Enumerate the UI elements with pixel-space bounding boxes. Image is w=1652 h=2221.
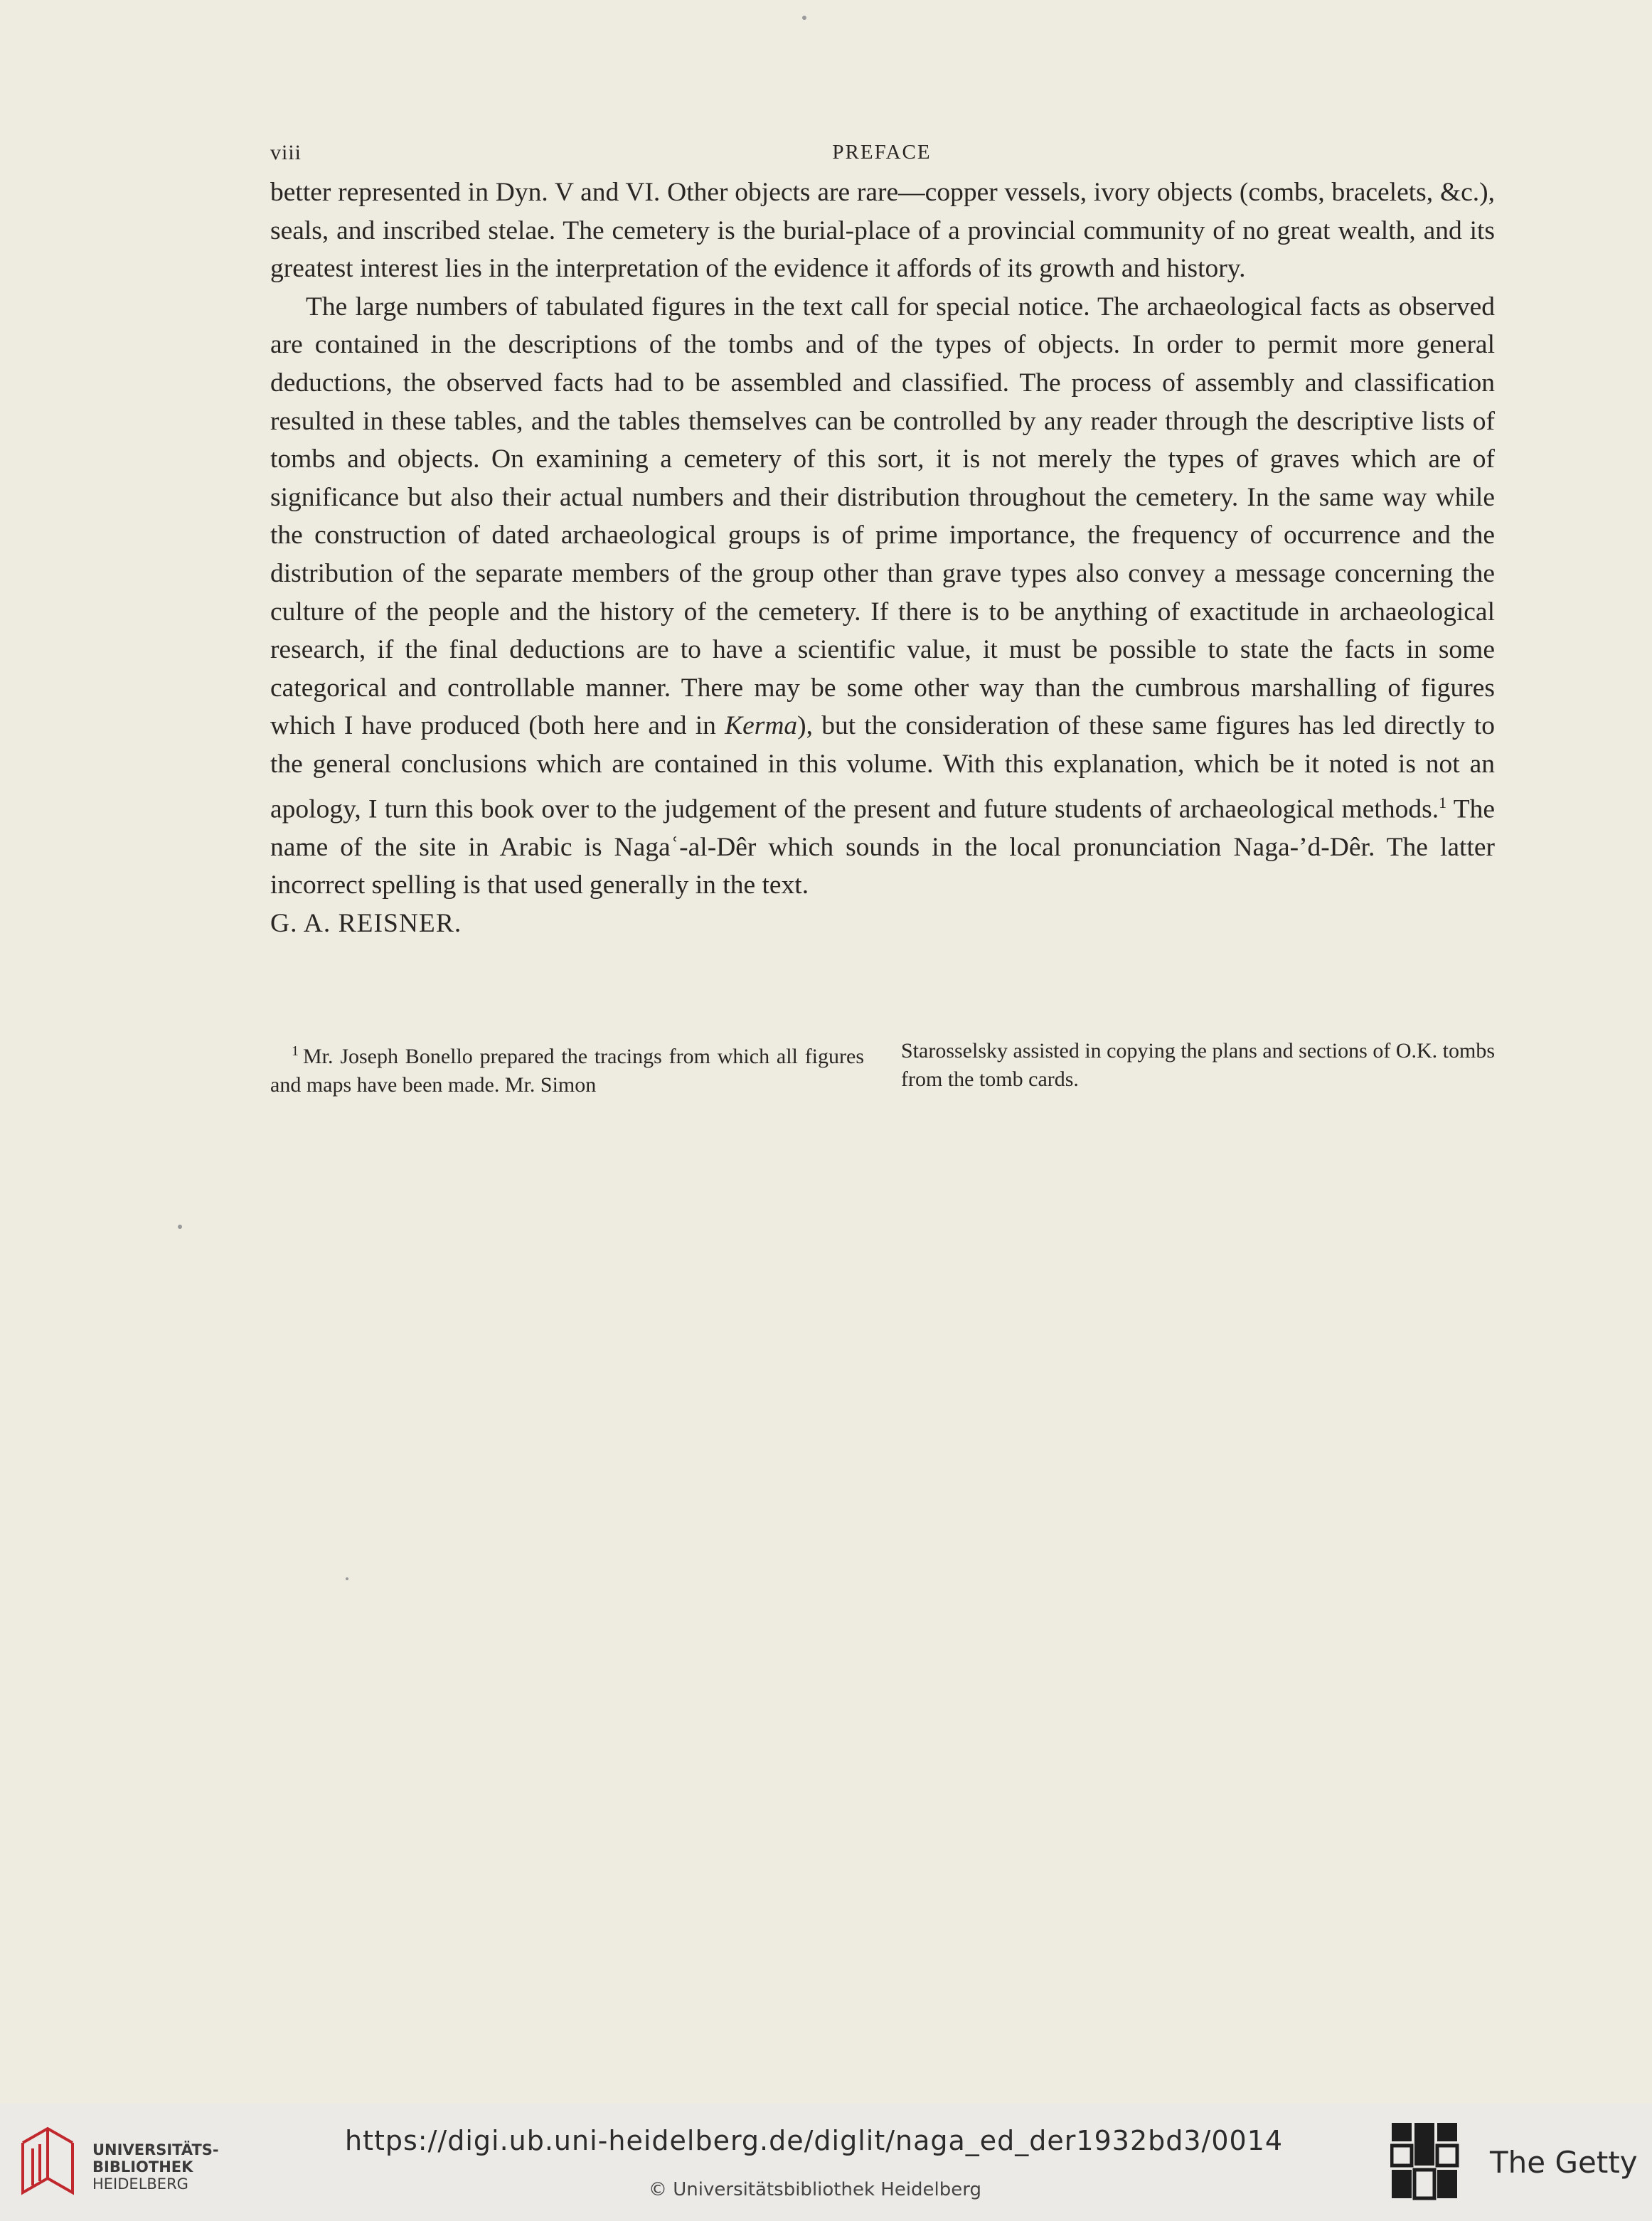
library-name-line-3: HEIDELBERG [92, 2175, 188, 2193]
italic-title-kerma: Kerma [725, 711, 798, 741]
paragraph-2-part-c: The name of the site in Arabic is Nagaʿ-al-Dêr which sounds in the local pronunciation Naga-’d-Dêr. The latter incorrect spelling is that used generally in the text. [270, 794, 1496, 900]
body-text [270, 174, 1495, 942]
library-logo[interactable] [16, 2121, 300, 2200]
running-title: PREFACE [832, 141, 932, 164]
paragraph-1: better represented in Dyn. V and VI. Other objects are rare—copper vessels, ivory objects (combs, bracelets, &c.), seals, and inscribed stelae. The cemetery is the burial-place of a provincial community of no great wealth, and its greatest interest lies in the interpretation of the evidence it affords of its growth and history. [270, 178, 1495, 284]
paragraph-2-part-b: ), but the consideration of these same figures has led directly to the general conclusions which are contained in this volume. With this explanation, which be it noted is not an apology, I turn this book over to the judgement of the present and future students of archaeological methods. [270, 711, 1495, 824]
footnote-column-2 [901, 1037, 1495, 1099]
getty-name: The Getty [1490, 2145, 1638, 2180]
running-head [270, 141, 1493, 169]
viewer-footer [0, 2104, 1652, 2221]
copyright-notice: © Universitätsbibliothek Heidelberg [649, 2179, 982, 2200]
footnote-marker: 1 [292, 1043, 299, 1059]
page-number: viii [270, 141, 302, 164]
library-name [92, 2141, 219, 2193]
paragraph-2 [270, 288, 1495, 905]
paragraph-2-part-a: The large numbers of tabulated figures in the text call for special notice. The archaeological facts as observed are contained in the descriptions of the tombs and of the types of objects. In order to permit more general deductions, the observed facts had to be assembled and classified. The process of assembly and classification resulted in these tables, and the tables themselves can be controlled by any reader through the descriptive lists of tombs and objects. On examining a cemetery of this sort, it is not merely the types of graves which are of significance but also their actual numbers and their distribution throughout the cemetery. In the same way while the construction of dated archaeological groups is of prime importance, the frequency of occurrence and the distribution of the separate members of the group other than grave types also convey a message concerning the culture of the people and the history of the cemetery. If there is to be anything of exactitude in archaeological research, if the final deductions are to have a scientific value, it must be possible to state the facts in some categorical and controllable manner. There may be some other way than the cumbrous marshalling of figures which I have produced (both here and in [270, 292, 1495, 741]
paper-speck [346, 1577, 348, 1580]
footnote-text-2: Starosselsky assisted in copying the plans and sections of O.K. tombs from the tomb cards. [901, 1039, 1495, 1091]
permalink-url[interactable]: https://digi.ub.uni-heidelberg.de/diglit/naga_ed_der1932bd3/0014 [345, 2125, 1284, 2156]
author-signature: G. A. REISNER. [270, 908, 462, 938]
library-name-line-2: BIBLIOTHEK [92, 2158, 193, 2175]
paper-speck [178, 1225, 182, 1229]
footnote-reference: 1 [1439, 793, 1447, 811]
paper-speck [802, 16, 806, 20]
footnote-column-1 [270, 1037, 864, 1099]
footnote-text-1: Mr. Joseph Bonello prepared the tracings from which all figures and maps have been made. Mr. Simon [270, 1045, 864, 1097]
library-name-line-1: UNIVERSITÄTS- [92, 2141, 219, 2158]
getty-logo-icon[interactable] [1390, 2121, 1461, 2203]
library-logo-icon [16, 2121, 80, 2200]
footnote [270, 1037, 1495, 1099]
